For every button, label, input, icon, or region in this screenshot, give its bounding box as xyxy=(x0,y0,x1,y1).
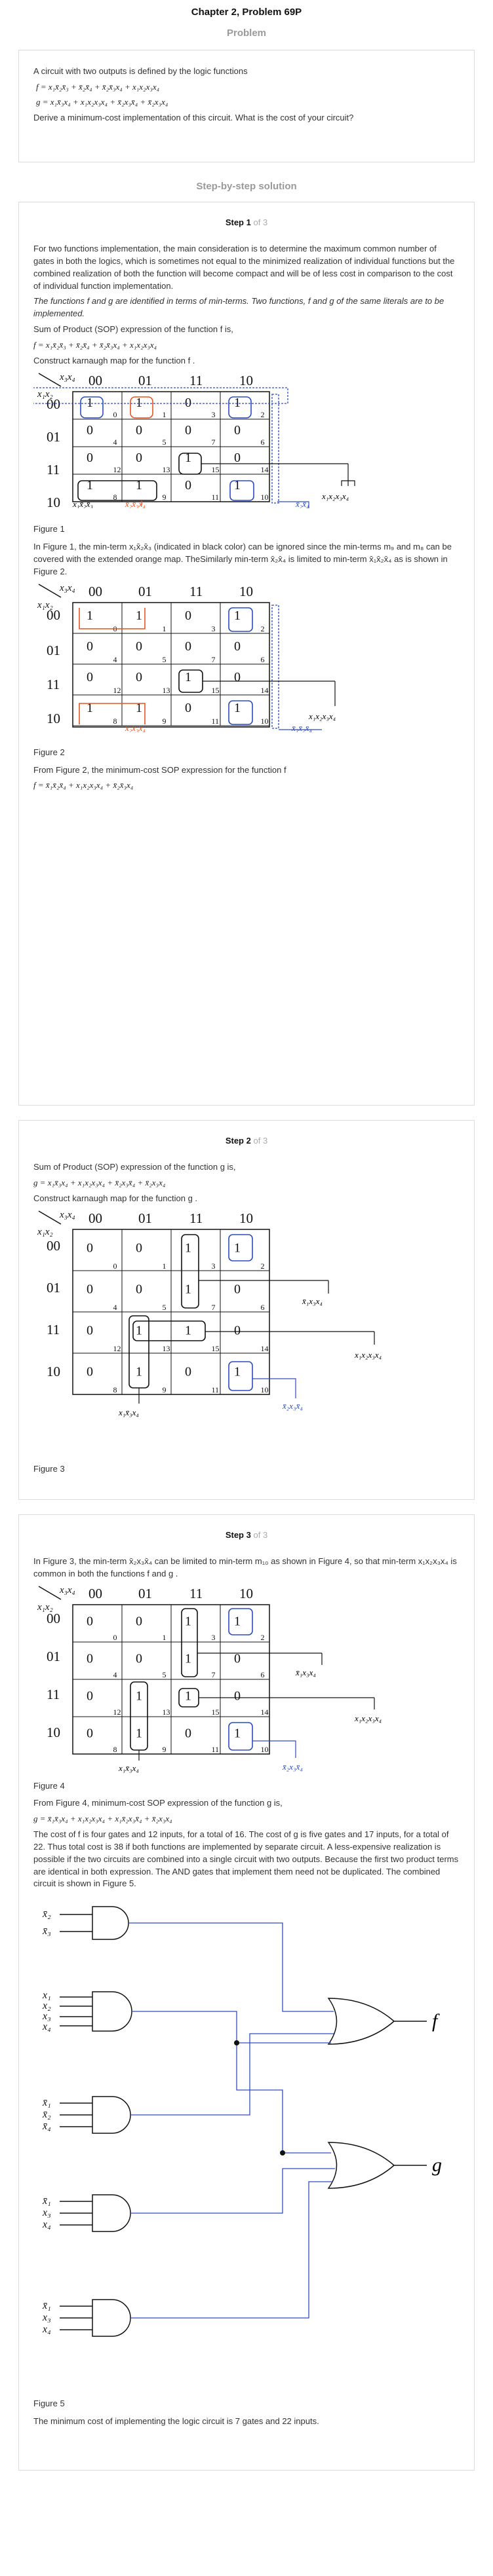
step-1-min-equation: f = x̄₁x̄₂x̄₄ + x₁x₂x₃x₄ + x̄₂x̄₃x₄ xyxy=(33,780,134,791)
kmap-cell-value: 0 xyxy=(185,1726,191,1741)
figure-2-kmap xyxy=(33,582,466,732)
kmap-cell-value: 0 xyxy=(87,1364,93,1379)
kmap-cell-value: 1 xyxy=(185,1651,191,1666)
kmap-4-row-1: 01 xyxy=(47,1648,60,1664)
kmap-minterm-index: 10 xyxy=(260,716,269,726)
and-gate-1 xyxy=(92,1907,128,1939)
kmap-cell-value: 0 xyxy=(136,1241,142,1256)
kmap-minterm-index: 3 xyxy=(211,624,216,633)
kmap-minterm-index: 12 xyxy=(113,685,121,695)
kmap-1-group-row0-wrap xyxy=(33,388,288,403)
kmap-cell-value: 0 xyxy=(87,1614,93,1629)
kmap-minterm-index: 0 xyxy=(113,624,117,633)
kmap-2-col-1: 01 xyxy=(138,583,152,599)
kmap-cell-value: 1 xyxy=(87,395,93,410)
kmap-2-cells xyxy=(73,603,269,726)
kmap-3-col-2: 11 xyxy=(189,1210,203,1226)
kmap-cell-value: 0 xyxy=(87,669,93,684)
kmap-cell-value: 1 xyxy=(87,477,93,493)
kmap-minterm-index: 3 xyxy=(211,1261,216,1271)
step-1-para-3: In Figure 1, the min-term x₁x̄₂x̄₃ (indicated in black color) can be ignored since the min-terms m₉ and m₈ can be covered with the extended orange map. TheSimilarly min-term x̄₂x̄₄ is limited to min-term x̄₁x̄₂x̄₄ as is shown in Figure 2. xyxy=(33,542,452,576)
kmap-minterm-index: 4 xyxy=(113,654,117,664)
step-3-para-2: The cost of f is four gates and 12 inputs, for a total of 16. The cost of g is five gates and 17 inputs, for a total of 22. Thus total cost is 38 if both functions are implemented by separate circuit. A less-expensive realization is possible if the two circuits are combined into a single circuit with two outputs. Because the first two product terms are identical in both expression. The AND gates that implement them need not be duplicated. The combined circuit is shown in Figure 5. xyxy=(33,1829,459,1889)
and-gate-4 xyxy=(92,2195,130,2231)
kmap-cell-value: 0 xyxy=(87,1726,93,1741)
kmap-cell-value: 1 xyxy=(234,700,241,715)
circuit-input-2b: x₂ xyxy=(43,2000,51,2012)
step-3-para-1: In Figure 3, the min-term x̄₂x₃x̄₄ can be limited to min-term m₁₀ as shown in Figure 4, so that min-term x₁x₂x₃x₄ is common in both the functions f and g . xyxy=(33,1556,457,1578)
kmap-2-col-3: 10 xyxy=(239,583,253,599)
kmap-cell-value: 0 xyxy=(136,450,142,465)
kmap-2-row-1: 01 xyxy=(47,642,60,658)
kmap-1-col-0: 00 xyxy=(89,372,102,388)
kmap-cell-value: 0 xyxy=(87,422,93,438)
kmap-cell-value: 0 xyxy=(185,608,191,623)
step-2-heading: Step 2 of 3 xyxy=(225,1136,268,1146)
kmap-cell-value: 0 xyxy=(87,1689,93,1704)
kmap-cell-value: 0 xyxy=(87,1241,93,1256)
and-gate-2 xyxy=(92,1992,132,2031)
chapter-title: Chapter 2, Problem 69P xyxy=(191,7,302,18)
kmap-minterm-index: 15 xyxy=(211,685,220,695)
kmap-cell-value: 1 xyxy=(87,608,93,623)
kmap-minterm-index: 8 xyxy=(113,492,117,502)
junction-dot-1 xyxy=(234,2040,239,2045)
circuit-input-4b: x₃ xyxy=(43,2207,51,2219)
kmap-cell-value: 0 xyxy=(185,639,191,654)
step-1-para-2: The functions f and g are identified in terms of min-terms. Two functions, f and g of the same literals are to be implemented. xyxy=(33,296,444,319)
or-gate-g xyxy=(328,2142,394,2188)
kmap-minterm-index: 4 xyxy=(113,1302,117,1312)
kmap-cell-value: 1 xyxy=(234,1614,241,1629)
kmap-minterm-index: 7 xyxy=(211,1670,216,1679)
step-2-sop-intro: Sum of Product (SOP) expression of the function g is, xyxy=(33,1162,236,1172)
step-1-heading: Step 1 of 3 xyxy=(225,217,268,227)
kmap-cell-value: 1 xyxy=(136,1323,142,1338)
kmap-3-cells xyxy=(73,1229,269,1394)
kmap-minterm-index: 3 xyxy=(211,409,216,419)
kmap-minterm-index: 11 xyxy=(211,716,220,726)
figure-3-kmap xyxy=(33,1208,466,1457)
kmap-minterm-index: 0 xyxy=(113,1261,117,1271)
kmap-minterm-index: 4 xyxy=(113,437,117,447)
circuit-input-3b: x̄₂ xyxy=(43,2109,51,2121)
circuit-input-5a: x̄₁ xyxy=(43,2300,51,2312)
kmap-minterm-index: 7 xyxy=(211,437,216,447)
kmap-4-row-3: 10 xyxy=(47,1724,60,1740)
kmap-minterm-index: 8 xyxy=(113,1744,117,1754)
kmap-3-row-1: 01 xyxy=(47,1279,60,1296)
kmap-cell-value: 1 xyxy=(136,395,142,410)
kmap-minterm-index: 8 xyxy=(113,1385,117,1394)
step-2-card xyxy=(18,1120,475,1500)
kmap-minterm-index: 10 xyxy=(260,1744,269,1754)
kmap-minterm-index: 6 xyxy=(260,437,265,447)
step-3-conclusion: The minimum cost of implementing the logic circuit is 7 gates and 22 inputs. xyxy=(33,2416,319,2426)
kmap-cell-value: 0 xyxy=(185,477,191,493)
kmap-4-col-3: 10 xyxy=(239,1585,253,1601)
kmap-minterm-index: 9 xyxy=(162,1744,167,1754)
kmap-1-top-label: x₃x₄ xyxy=(60,371,75,383)
kmap-minterm-index: 5 xyxy=(162,437,167,447)
kmap-minterm-index: 13 xyxy=(162,685,170,695)
kmap-3-term-t3: x̄₂x₃x̄₄ xyxy=(283,1400,303,1411)
kmap-cell-value: 0 xyxy=(234,1282,241,1297)
figure-5-label: Figure 5 xyxy=(33,2399,65,2409)
kmap-cell-value: 1 xyxy=(185,1689,191,1704)
kmap-minterm-index: 15 xyxy=(211,1707,220,1717)
kmap-3-left-label: x₁x₂ xyxy=(37,1226,53,1237)
kmap-minterm-index: 5 xyxy=(162,1302,167,1312)
kmap-cell-value: 0 xyxy=(136,1651,142,1666)
kmap-4-left-label: x₁x₂ xyxy=(37,1601,53,1613)
kmap-cell-value: 0 xyxy=(185,395,191,410)
kmap-3-group-m13-m15 xyxy=(133,1321,205,1341)
kmap-cell-value: 0 xyxy=(234,639,241,654)
kmap-minterm-index: 10 xyxy=(260,1385,269,1394)
kmap-2-term-t3: x̄₂x̄₃x₄ xyxy=(125,722,146,732)
circuit-input-1b: x̄₃ xyxy=(43,1926,51,1937)
kmap-minterm-index: 2 xyxy=(260,1632,265,1642)
figure-1-kmap xyxy=(33,371,466,508)
kmap-4-row-0: 00 xyxy=(47,1610,60,1626)
kmap-2-term-t2: x̄₁x̄₂x̄₄ xyxy=(292,722,312,732)
kmap-2-left-label: x₁x₂ xyxy=(37,599,53,610)
kmap-cell-value: 0 xyxy=(234,450,241,465)
kmap-1-col-3: 10 xyxy=(239,372,253,388)
kmap-minterm-index: 14 xyxy=(260,685,269,695)
kmap-minterm-index: 5 xyxy=(162,654,167,664)
kmap-cell-value: 0 xyxy=(234,669,241,684)
step-2-sop-equation: g = x₁x̄₃x₄ + x₁x₂x₃x₄ + x̄₂x₃x̄₄ + x̄₂x₃x₄ xyxy=(33,1177,166,1187)
kmap-cell-value: 0 xyxy=(234,1689,241,1704)
kmap-cell-value: 1 xyxy=(234,608,241,623)
kmap-cell-value: 1 xyxy=(136,1689,142,1704)
kmap-cell-value: 1 xyxy=(234,477,241,493)
kmap-1-term-t4: x₁x̄₂x̄₃ xyxy=(73,498,93,508)
kmap-4-term-t1: x̄₁x₃x₄ xyxy=(296,1667,316,1677)
problem-intro: A circuit with two outputs is defined by the logic functions xyxy=(33,66,248,76)
kmap-cell-value: 1 xyxy=(185,1323,191,1338)
step-1-sop-intro: Sum of Product (SOP) expression of the function f is, xyxy=(33,324,233,335)
kmap-4-col-1: 01 xyxy=(138,1585,152,1601)
kmap-minterm-index: 2 xyxy=(260,409,265,419)
kmap-cell-value: 0 xyxy=(87,1282,93,1297)
kmap-cell-value: 1 xyxy=(185,669,191,684)
figure-2-label: Figure 2 xyxy=(33,747,65,757)
problem-card xyxy=(18,50,475,162)
kmap-4-cells xyxy=(73,1605,269,1754)
circuit-input-5c: x₄ xyxy=(43,2324,51,2336)
problem-question: Derive a minimum-cost implementation of this circuit. What is the cost of your circuit? xyxy=(33,112,354,122)
kmap-minterm-index: 13 xyxy=(162,464,170,474)
kmap-minterm-index: 11 xyxy=(211,1385,220,1394)
kmap-minterm-index: 14 xyxy=(260,1343,269,1353)
kmap-cell-value: 0 xyxy=(136,1614,142,1629)
kmap-cell-value: 1 xyxy=(185,450,191,465)
and-gate-3 xyxy=(92,2097,130,2133)
kmap-cell-value: 0 xyxy=(136,669,142,684)
kmap-minterm-index: 5 xyxy=(162,1670,167,1679)
kmap-cell-value: 0 xyxy=(87,1323,93,1338)
kmap-1-row-1: 01 xyxy=(47,428,60,445)
kmap-cell-value: 1 xyxy=(136,1726,142,1741)
kmap-1-cells xyxy=(73,392,269,502)
kmap-2-group-m2 xyxy=(229,608,252,631)
kmap-minterm-index: 6 xyxy=(260,1302,265,1312)
kmap-4-col-0: 00 xyxy=(89,1585,102,1601)
kmap-1-term-t2: x̄₂x̄₄ xyxy=(296,498,309,508)
kmap-2-row-0: 00 xyxy=(47,607,60,623)
kmap-3-term-t1: x̄₁x₃x₄ xyxy=(302,1296,323,1306)
kmap-minterm-index: 9 xyxy=(162,716,167,726)
kmap-cell-value: 1 xyxy=(185,1614,191,1629)
kmap-minterm-index: 0 xyxy=(113,1632,117,1642)
kmap-minterm-index: 15 xyxy=(211,1343,220,1353)
kmap-1-row-2: 11 xyxy=(47,461,60,477)
kmap-cell-value: 1 xyxy=(136,700,142,715)
circuit-input-3a: x̄₁ xyxy=(43,2097,51,2109)
kmap-1-col-1: 01 xyxy=(138,372,152,388)
kmap-2-group-col-wrap xyxy=(272,605,279,728)
kmap-minterm-index: 14 xyxy=(260,464,269,474)
or-gate-f xyxy=(328,1998,394,2044)
kmap-cell-value: 1 xyxy=(185,1241,191,1256)
kmap-minterm-index: 4 xyxy=(113,1670,117,1679)
kmap-3-col-3: 10 xyxy=(239,1210,253,1226)
circuit-input-1a: x̄₂ xyxy=(43,1909,51,1920)
kmap-minterm-index: 7 xyxy=(211,654,216,664)
solution-heading: Step-by-step solution xyxy=(196,181,297,192)
kmap-cell-value: 1 xyxy=(234,1364,241,1379)
circuit-output-g: g xyxy=(432,2154,442,2176)
figure-5-circuit xyxy=(33,1894,466,2391)
kmap-cell-value: 0 xyxy=(185,1364,191,1379)
kmap-cell-value: 1 xyxy=(136,608,142,623)
kmap-1-row-0: 00 xyxy=(47,396,60,412)
step-1-min-intro: From Figure 2, the minimum-cost SOP expression for the function f xyxy=(33,764,286,775)
kmap-cell-value: 0 xyxy=(234,422,241,438)
step-1-sop-equation: f = x₁x̄₂x̄₃ + x̄₂x̄₄ + x̄₂x̄₃x₄ + x₁x₂x₃x₄ xyxy=(33,339,157,350)
kmap-cell-value: 1 xyxy=(234,1726,241,1741)
kmap-4-row-2: 11 xyxy=(47,1686,60,1702)
circuit-input-2a: x₁ xyxy=(43,1990,51,2002)
kmap-minterm-index: 10 xyxy=(260,492,269,502)
kmap-cell-value: 0 xyxy=(234,1651,241,1666)
kmap-3-row-2: 11 xyxy=(47,1321,60,1337)
kmap-3-col-0: 00 xyxy=(89,1210,102,1226)
kmap-cell-value: 0 xyxy=(87,450,93,465)
circuit-input-2d: x₄ xyxy=(43,2021,51,2033)
kmap-minterm-index: 0 xyxy=(113,409,117,419)
kmap-minterm-index: 13 xyxy=(162,1343,170,1353)
figure-3-label: Figure 3 xyxy=(33,1464,65,1474)
kmap-minterm-index: 6 xyxy=(260,1670,265,1679)
kmap-cell-value: 0 xyxy=(234,1323,241,1338)
circuit-output-f: f xyxy=(432,2010,438,2032)
kmap-3-row-0: 00 xyxy=(47,1237,60,1254)
kmap-1-group-col2-wrap xyxy=(272,394,279,503)
kmap-minterm-index: 13 xyxy=(162,1707,170,1717)
circuit-input-4a: x̄₁ xyxy=(43,2195,51,2207)
kmap-1-row-3: 10 xyxy=(47,494,60,508)
kmap-minterm-index: 3 xyxy=(211,1632,216,1642)
step-3-heading: Step 3 of 3 xyxy=(225,1530,268,1540)
kmap-cell-value: 1 xyxy=(136,477,142,493)
kmap-minterm-index: 14 xyxy=(260,1707,269,1717)
kmap-2-term-t1: x₁x₂x₃x₄ xyxy=(309,711,336,721)
kmap-3-term-t4: x₁x̄₃x₄ xyxy=(119,1407,139,1417)
kmap-4-term-t4: x₁x̄₃x₄ xyxy=(119,1763,139,1773)
kmap-4-group-m2 xyxy=(229,1609,252,1635)
kmap-1-term-t1: x₁x₂x₃x₄ xyxy=(322,491,349,501)
kmap-minterm-index: 12 xyxy=(113,1343,121,1353)
circuit-input-5b: x₃ xyxy=(43,2312,51,2324)
kmap-minterm-index: 1 xyxy=(162,624,167,633)
kmap-4-top-label: x₃x₄ xyxy=(60,1584,75,1596)
step-3-card xyxy=(18,1514,475,2471)
kmap-minterm-index: 1 xyxy=(162,1261,167,1271)
and-gate-5 xyxy=(92,2300,130,2336)
circuit-input-4c: x₄ xyxy=(43,2219,51,2231)
kmap-4-term-t3: x̄₂x₃x̄₄ xyxy=(283,1761,303,1772)
kmap-1-left-label: x₁x₂ xyxy=(37,388,53,400)
kmap-3-row-3: 10 xyxy=(47,1363,60,1379)
kmap-minterm-index: 9 xyxy=(162,492,167,502)
kmap-3-top-label: x₃x₄ xyxy=(60,1209,75,1220)
step-1-card xyxy=(18,202,475,1106)
kmap-minterm-index: 8 xyxy=(113,716,117,726)
kmap-2-group-m10 xyxy=(229,701,252,724)
step-2-kmap-intro: Construct karnaugh map for the function g . xyxy=(33,1193,198,1203)
kmap-cell-value: 0 xyxy=(87,1651,93,1666)
problem-f-equation: f = x₁x̄₂x̄₃ + x̄₂x̄₄ + x̄₂x̄₃x₄ + x₁x₂x₃x₄ xyxy=(36,81,160,92)
kmap-2-col-0: 00 xyxy=(89,583,102,599)
kmap-cell-value: 0 xyxy=(136,639,142,654)
kmap-minterm-index: 11 xyxy=(211,492,220,502)
junction-dot-2 xyxy=(280,2150,285,2156)
kmap-minterm-index: 1 xyxy=(162,409,167,419)
kmap-minterm-index: 12 xyxy=(113,464,121,474)
kmap-minterm-index: 12 xyxy=(113,1707,121,1717)
kmap-2-top-label: x₃x₄ xyxy=(60,582,75,593)
kmap-cell-value: 0 xyxy=(136,1282,142,1297)
step-3-min-equation: g = x̄₁x̄₃x₄ + x₁x₂x₃x₄ + x₁x̄₂x₃x̄₄ + x̄₂x₃x₄ xyxy=(33,1814,172,1824)
kmap-cell-value: 0 xyxy=(136,422,142,438)
circuit-input-3c: x̄₄ xyxy=(43,2121,51,2133)
figure-4-kmap xyxy=(33,1584,466,1774)
kmap-4-col-2: 11 xyxy=(189,1585,203,1601)
kmap-minterm-index: 2 xyxy=(260,1261,265,1271)
kmap-3-term-t2: x₁x₂x₃x₄ xyxy=(355,1349,382,1360)
kmap-3-col-1: 01 xyxy=(138,1210,152,1226)
figure-4-label: Figure 4 xyxy=(33,1780,65,1791)
figure-1-label: Figure 1 xyxy=(33,524,65,534)
circuit-input-2c: x₃ xyxy=(43,2011,51,2023)
step-1-para-1: For two functions implementation, the main consideration is to determine the maximum common number of gates in both the logics, which is sometimes not equal to the minimized realization of individual functions but the combined realization of both the function will become compact and will be of less cost in comparison to the cost of individual function implementation. xyxy=(33,244,455,291)
kmap-3-group-m2 xyxy=(229,1235,252,1261)
kmap-4-group-m10 xyxy=(229,1723,252,1750)
kmap-cell-value: 0 xyxy=(87,639,93,654)
kmap-3-group-m10 xyxy=(229,1362,252,1391)
kmap-minterm-index: 2 xyxy=(260,624,265,633)
step-1-kmap-intro: Construct karnaugh map for the function f . xyxy=(33,355,195,365)
step-3-min-intro: From Figure 4, minimum-cost SOP expression of the function g is, xyxy=(33,1798,283,1808)
kmap-minterm-index: 9 xyxy=(162,1385,167,1394)
kmap-cell-value: 1 xyxy=(234,1241,241,1256)
kmap-minterm-index: 11 xyxy=(211,1744,220,1754)
kmap-cell-value: 0 xyxy=(185,422,191,438)
kmap-minterm-index: 6 xyxy=(260,654,265,664)
kmap-cell-value: 0 xyxy=(185,700,191,715)
kmap-1-col-2: 11 xyxy=(189,372,203,388)
kmap-cell-value: 1 xyxy=(185,1282,191,1297)
problem-heading: Problem xyxy=(226,28,266,39)
kmap-4-term-t2: x₁x₂x₃x₄ xyxy=(355,1713,382,1723)
kmap-2-row-2: 11 xyxy=(47,676,60,692)
kmap-minterm-index: 15 xyxy=(211,464,220,474)
kmap-minterm-index: 1 xyxy=(162,1632,167,1642)
kmap-minterm-index: 7 xyxy=(211,1302,216,1312)
kmap-1-term-t3: x̄₂x̄₃x₄ xyxy=(125,498,146,508)
problem-g-equation: g = x₁x̄₃x₄ + x₁x₂x₃x₄ + x̄₂x₃x̄₄ + x̄₂x₃x₄ xyxy=(36,96,168,107)
kmap-2-row-3: 10 xyxy=(47,710,60,726)
kmap-cell-value: 1 xyxy=(234,395,241,410)
kmap-cell-value: 1 xyxy=(136,1364,142,1379)
kmap-cell-value: 1 xyxy=(87,700,93,715)
kmap-2-col-2: 11 xyxy=(189,583,203,599)
